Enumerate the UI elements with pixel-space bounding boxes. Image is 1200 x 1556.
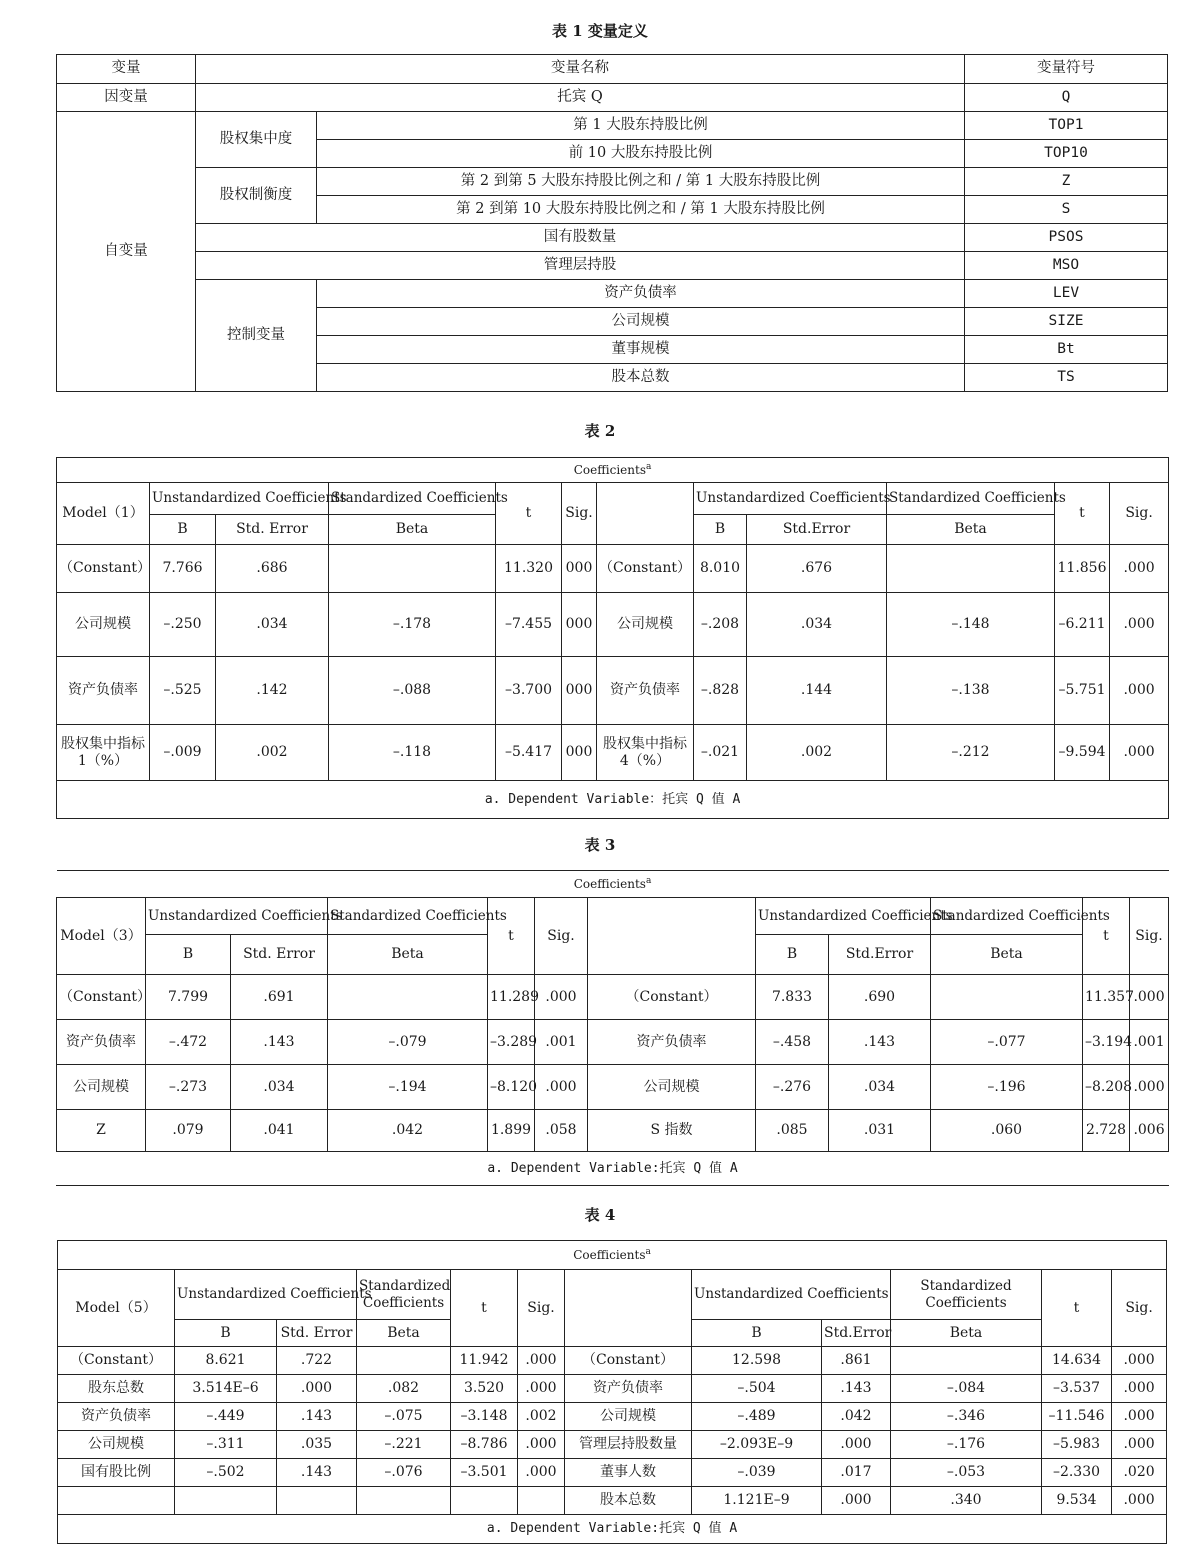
b-cell: –.489: [692, 1403, 822, 1431]
variable-name: 股本总数: [317, 364, 965, 392]
b-header: B: [150, 515, 216, 545]
b-cell: –2.093E–9: [692, 1431, 822, 1459]
var-cell: 董事人数: [565, 1459, 692, 1487]
sig-cell: 000: [562, 657, 597, 725]
se-cell: .017: [822, 1459, 891, 1487]
variable-name: 公司规模: [317, 308, 965, 336]
var-cell: 国有股比例: [58, 1459, 175, 1487]
t-cell: –6.211: [1055, 593, 1110, 657]
variable-symbol: S: [965, 196, 1168, 224]
model-label: Model（1）: [57, 483, 150, 545]
variable-symbol: TOP1: [965, 112, 1168, 140]
sig-header: Sig.: [518, 1270, 565, 1347]
sig-cell: .000: [1112, 1347, 1167, 1375]
b-cell: –.525: [150, 657, 216, 725]
table-row: [57, 593, 1169, 657]
table-row: [57, 725, 1169, 781]
table-row: [58, 1431, 1167, 1459]
beta-header: Beta: [328, 935, 488, 975]
beta-cell: –.138: [887, 657, 1055, 725]
beta-cell: .060: [931, 1110, 1083, 1152]
beta-cell: –.077: [931, 1020, 1083, 1065]
sig-cell: .000: [1130, 975, 1169, 1020]
group-label: 股权制衡度: [196, 168, 317, 224]
beta-cell: –.088: [329, 657, 496, 725]
standardized-header: Standardized Coefficients: [887, 483, 1055, 515]
se-cell: .142: [216, 657, 329, 725]
se-cell: .000: [822, 1431, 891, 1459]
sig-cell: .000: [535, 1065, 588, 1110]
model-label-right: [597, 483, 694, 545]
se-cell: .041: [231, 1110, 328, 1152]
se-cell: .143: [277, 1459, 357, 1487]
var-cell: 资产负债率: [58, 1403, 175, 1431]
t-cell: 3.520: [451, 1375, 518, 1403]
coefficients-caption: Coefficients$^a$: [58, 1241, 1167, 1270]
t-cell: –5.417: [496, 725, 562, 781]
se-header: Std. Error: [231, 935, 328, 975]
se-cell: .034: [231, 1065, 328, 1110]
b-cell: –.009: [150, 725, 216, 781]
beta-cell: –.079: [328, 1020, 488, 1065]
var-cell: 资产负债率: [588, 1020, 756, 1065]
group-label: 股权集中度: [196, 112, 317, 168]
beta-cell: –.075: [357, 1403, 451, 1431]
standardized-header: Standardized Coefficients: [931, 898, 1083, 935]
unstandardized-header: Unstandardized Coefficients: [150, 483, 329, 515]
standardized-header: Standardized Coefficients: [328, 898, 488, 935]
sig-cell: .000: [518, 1375, 565, 1403]
var-cell: 资产负债率: [57, 1020, 146, 1065]
sig-cell: .006: [1130, 1110, 1169, 1152]
t-cell: 14.634: [1042, 1347, 1112, 1375]
se-cell: .000: [277, 1375, 357, 1403]
sig-cell: .000: [535, 975, 588, 1020]
table-row: [58, 1403, 1167, 1431]
variable-symbol: PSOS: [965, 224, 1168, 252]
beta-cell: [887, 545, 1055, 593]
t-cell: –7.455: [496, 593, 562, 657]
se-cell: [277, 1487, 357, 1515]
variable-symbol: LEV: [965, 280, 1168, 308]
t-cell: [451, 1487, 518, 1515]
t-cell: –11.546: [1042, 1403, 1112, 1431]
header-variable: 变量: [57, 55, 196, 84]
footnote: a. Dependent Variable：托宾 Q 值 A: [57, 781, 1169, 819]
b-cell: –.208: [694, 593, 747, 657]
standardized-header: Standardized Coefficients: [329, 483, 496, 515]
var-cell: [58, 1487, 175, 1515]
sig-header: Sig.: [562, 483, 597, 545]
b-cell: 3.514E–6: [175, 1375, 277, 1403]
sig-cell: .000: [1130, 1065, 1169, 1110]
t-header: t: [1083, 898, 1130, 975]
table-row: [58, 1347, 1167, 1375]
se-header: Std.Error: [829, 935, 931, 975]
table-row: [57, 1110, 1169, 1152]
b-cell: .085: [756, 1110, 829, 1152]
model-label: Model（3）: [57, 898, 146, 975]
t-cell: –9.594: [1055, 725, 1110, 781]
header-variable-symbol: 变量符号: [965, 55, 1168, 84]
variable-name: 第 2 到第 5 大股东持股比例之和 / 第 1 大股东持股比例: [317, 168, 965, 196]
sig-cell: .002: [518, 1403, 565, 1431]
var-cell: （Constant）: [597, 545, 694, 593]
se-cell: .143: [231, 1020, 328, 1065]
t-cell: –3.148: [451, 1403, 518, 1431]
b-header: B: [692, 1320, 822, 1347]
dependent-label: 因变量: [57, 84, 196, 112]
b-cell: –.250: [150, 593, 216, 657]
coefficients-caption: Coefficients$^a$: [57, 871, 1169, 898]
beta-cell: –.076: [357, 1459, 451, 1487]
var-cell: （Constant）: [57, 975, 146, 1020]
model-label-right: [565, 1270, 692, 1347]
b-cell: –.828: [694, 657, 747, 725]
var-cell: S 指数: [588, 1110, 756, 1152]
t-cell: –8.208: [1083, 1065, 1130, 1110]
b-cell: –.502: [175, 1459, 277, 1487]
b-cell: 12.598: [692, 1347, 822, 1375]
sig-cell: 000: [562, 545, 597, 593]
var-cell: 公司规模: [57, 593, 150, 657]
beta-cell: [328, 975, 488, 1020]
se-cell: .143: [829, 1020, 931, 1065]
se-cell: .144: [747, 657, 887, 725]
se-cell: .722: [277, 1347, 357, 1375]
var-cell: 资产负债率: [57, 657, 150, 725]
beta-cell: [891, 1347, 1042, 1375]
t-cell: –8.786: [451, 1431, 518, 1459]
variable-symbol: TOP10: [965, 140, 1168, 168]
sig-cell: .000: [518, 1347, 565, 1375]
var-cell: （Constant）: [57, 545, 150, 593]
table4-title: 表 4: [584, 1206, 616, 1224]
header-variable-name: 变量名称: [196, 55, 965, 84]
var-cell: （Constant）: [565, 1347, 692, 1375]
t-header: t: [1042, 1270, 1112, 1347]
se-cell: .143: [277, 1403, 357, 1431]
variable-name: 董事规模: [317, 336, 965, 364]
sig-cell: .000: [1110, 545, 1169, 593]
standardized-header: Standardized Coefficients: [357, 1270, 451, 1320]
coefficients-table-4: [57, 1240, 1167, 1544]
var-cell: 公司规模: [588, 1065, 756, 1110]
beta-cell: –.194: [328, 1065, 488, 1110]
b-cell: 8.621: [175, 1347, 277, 1375]
beta-header: Beta: [887, 515, 1055, 545]
b-cell: –.311: [175, 1431, 277, 1459]
var-cell: （Constant）: [588, 975, 756, 1020]
dependent-symbol: Q: [965, 84, 1168, 112]
se-cell: .002: [216, 725, 329, 781]
se-header: Std.Error: [822, 1320, 891, 1347]
sig-cell: 000: [562, 593, 597, 657]
beta-cell: –.212: [887, 725, 1055, 781]
unstandardized-header: Unstandardized Coefficients: [692, 1270, 891, 1320]
var-cell: 公司规模: [597, 593, 694, 657]
se-cell: .690: [829, 975, 931, 1020]
variable-symbol: MSO: [965, 252, 1168, 280]
var-cell: Z: [57, 1110, 146, 1152]
beta-cell: –.346: [891, 1403, 1042, 1431]
t-cell: 11.357: [1083, 975, 1130, 1020]
se-cell: .686: [216, 545, 329, 593]
coefficients-caption: Coefficients$^a$: [57, 458, 1169, 483]
var-cell: 公司规模: [58, 1431, 175, 1459]
variable-definition-table: [56, 54, 1168, 392]
b-cell: –.273: [146, 1065, 231, 1110]
variable-symbol: TS: [965, 364, 1168, 392]
t-header: t: [496, 483, 562, 545]
var-cell: 股东总数: [58, 1375, 175, 1403]
sig-header: Sig.: [1130, 898, 1169, 975]
sig-cell: .001: [535, 1020, 588, 1065]
coefficients-table-2: [56, 457, 1169, 819]
table-row: [58, 1487, 1167, 1515]
beta-cell: [329, 545, 496, 593]
sig-cell: .058: [535, 1110, 588, 1152]
t-cell: –8.120: [488, 1065, 535, 1110]
var-cell: 股权集中指标1（%）: [57, 725, 150, 781]
t-cell: –3.194: [1083, 1020, 1130, 1065]
beta-cell: –.084: [891, 1375, 1042, 1403]
t-header: t: [1055, 483, 1110, 545]
sig-cell: .000: [1112, 1403, 1167, 1431]
b-cell: 7.799: [146, 975, 231, 1020]
unstandardized-header: Unstandardized Coefficients: [694, 483, 887, 515]
sig-cell: .000: [518, 1459, 565, 1487]
beta-cell: –.053: [891, 1459, 1042, 1487]
beta-header: Beta: [891, 1320, 1042, 1347]
beta-cell: –.221: [357, 1431, 451, 1459]
beta-cell: [357, 1487, 451, 1515]
sig-header: Sig.: [1112, 1270, 1167, 1347]
var-cell: 股本总数: [565, 1487, 692, 1515]
t-cell: 9.534: [1042, 1487, 1112, 1515]
t-cell: 1.899: [488, 1110, 535, 1152]
b-header: B: [694, 515, 747, 545]
se-cell: .002: [747, 725, 887, 781]
t-header: t: [488, 898, 535, 975]
se-cell: .861: [822, 1347, 891, 1375]
sig-cell: .000: [1112, 1487, 1167, 1515]
unstandardized-header: Unstandardized Coefficients: [756, 898, 931, 935]
standardized-header: Standardized Coefficients: [891, 1270, 1042, 1320]
se-header: Std.Error: [747, 515, 887, 545]
b-cell: 7.766: [150, 545, 216, 593]
beta-cell: .042: [328, 1110, 488, 1152]
beta-cell: –.118: [329, 725, 496, 781]
var-cell: （Constant）: [58, 1347, 175, 1375]
coefficients-table-3: [56, 870, 1169, 1186]
variable-symbol: Z: [965, 168, 1168, 196]
t-cell: –3.289: [488, 1020, 535, 1065]
var-cell: 管理层持股数量: [565, 1431, 692, 1459]
var-cell: 公司规模: [57, 1065, 146, 1110]
variable-symbol: Bt: [965, 336, 1168, 364]
se-cell: .031: [829, 1110, 931, 1152]
beta-cell: [931, 975, 1083, 1020]
b-cell: 8.010: [694, 545, 747, 593]
b-cell: .079: [146, 1110, 231, 1152]
sig-header: Sig.: [535, 898, 588, 975]
sig-header: Sig.: [1110, 483, 1169, 545]
variable-name: 第 1 大股东持股比例: [317, 112, 965, 140]
t-cell: 11.856: [1055, 545, 1110, 593]
t-cell: –3.700: [496, 657, 562, 725]
t-cell: –5.751: [1055, 657, 1110, 725]
table-row: [57, 975, 1169, 1020]
footnote: a. Dependent Variable:托宾 Q 值 A: [57, 1152, 1169, 1186]
table1-title: 表 1 变量定义: [552, 22, 648, 40]
b-cell: [175, 1487, 277, 1515]
b-cell: 1.121E–9: [692, 1487, 822, 1515]
unstandardized-header: Unstandardized Coefficients: [175, 1270, 357, 1320]
b-cell: –.449: [175, 1403, 277, 1431]
variable-name: 管理层持股: [196, 252, 965, 280]
group-label: 控制变量: [196, 280, 317, 392]
dependent-name: 托宾 Q: [196, 84, 965, 112]
sig-cell: .000: [518, 1431, 565, 1459]
se-cell: .034: [216, 593, 329, 657]
b-header: B: [756, 935, 829, 975]
beta-header: Beta: [329, 515, 496, 545]
b-cell: 7.833: [756, 975, 829, 1020]
b-cell: –.276: [756, 1065, 829, 1110]
t-cell: 2.728: [1083, 1110, 1130, 1152]
sig-cell: .000: [1112, 1375, 1167, 1403]
se-header: Std. Error: [216, 515, 329, 545]
variable-name: 前 10 大股东持股比例: [317, 140, 965, 168]
se-header: Std. Error: [277, 1320, 357, 1347]
unstandardized-header: Unstandardized Coefficients: [146, 898, 328, 935]
var-cell: 公司规模: [565, 1403, 692, 1431]
model-label: Model（5）: [58, 1270, 175, 1347]
sig-cell: .000: [1110, 593, 1169, 657]
model-label-right: [588, 898, 756, 975]
table-row: [57, 657, 1169, 725]
sig-cell: .000: [1110, 657, 1169, 725]
b-cell: –.504: [692, 1375, 822, 1403]
independent-label: 自变量: [57, 112, 196, 392]
beta-cell: –.148: [887, 593, 1055, 657]
table-row: [57, 545, 1169, 593]
beta-header: Beta: [931, 935, 1083, 975]
table3-title: 表 3: [584, 836, 616, 854]
se-cell: .691: [231, 975, 328, 1020]
b-header: B: [146, 935, 231, 975]
t-cell: –5.983: [1042, 1431, 1112, 1459]
beta-cell: –.176: [891, 1431, 1042, 1459]
b-cell: –.021: [694, 725, 747, 781]
se-cell: .042: [822, 1403, 891, 1431]
sig-cell: [518, 1487, 565, 1515]
t-header: t: [451, 1270, 518, 1347]
se-cell: .000: [822, 1487, 891, 1515]
beta-cell: –.196: [931, 1065, 1083, 1110]
beta-cell: –.178: [329, 593, 496, 657]
table-row: [58, 1459, 1167, 1487]
bottom-rule: [56, 1185, 1168, 1186]
sig-cell: .020: [1112, 1459, 1167, 1487]
beta-cell: [357, 1347, 451, 1375]
t-cell: –3.537: [1042, 1375, 1112, 1403]
se-cell: .035: [277, 1431, 357, 1459]
footnote: a. Dependent Variable:托宾 Q 值 A: [58, 1515, 1167, 1544]
variable-name: 国有股数量: [196, 224, 965, 252]
se-cell: .143: [822, 1375, 891, 1403]
table-row: [58, 1375, 1167, 1403]
t-cell: 11.942: [451, 1347, 518, 1375]
table-row: [57, 1020, 1169, 1065]
beta-header: Beta: [357, 1320, 451, 1347]
variable-name: 第 2 到第 10 大股东持股比例之和 / 第 1 大股东持股比例: [317, 196, 965, 224]
se-cell: .676: [747, 545, 887, 593]
b-cell: –.472: [146, 1020, 231, 1065]
variable-name: 资产负债率: [317, 280, 965, 308]
var-cell: 股权集中指标4（%）: [597, 725, 694, 781]
beta-cell: .340: [891, 1487, 1042, 1515]
beta-cell: .082: [357, 1375, 451, 1403]
sig-cell: .000: [1110, 725, 1169, 781]
b-cell: –.039: [692, 1459, 822, 1487]
table2-title: 表 2: [584, 422, 616, 440]
sig-cell: .001: [1130, 1020, 1169, 1065]
var-cell: 资产负债率: [597, 657, 694, 725]
t-cell: –3.501: [451, 1459, 518, 1487]
t-cell: 11.289: [488, 975, 535, 1020]
se-cell: .034: [829, 1065, 931, 1110]
sig-cell: 000: [562, 725, 597, 781]
se-cell: .034: [747, 593, 887, 657]
t-cell: 11.320: [496, 545, 562, 593]
variable-symbol: SIZE: [965, 308, 1168, 336]
sig-cell: .000: [1112, 1431, 1167, 1459]
b-cell: –.458: [756, 1020, 829, 1065]
var-cell: 资产负债率: [565, 1375, 692, 1403]
t-cell: –2.330: [1042, 1459, 1112, 1487]
b-header: B: [175, 1320, 277, 1347]
table-row: [57, 1065, 1169, 1110]
